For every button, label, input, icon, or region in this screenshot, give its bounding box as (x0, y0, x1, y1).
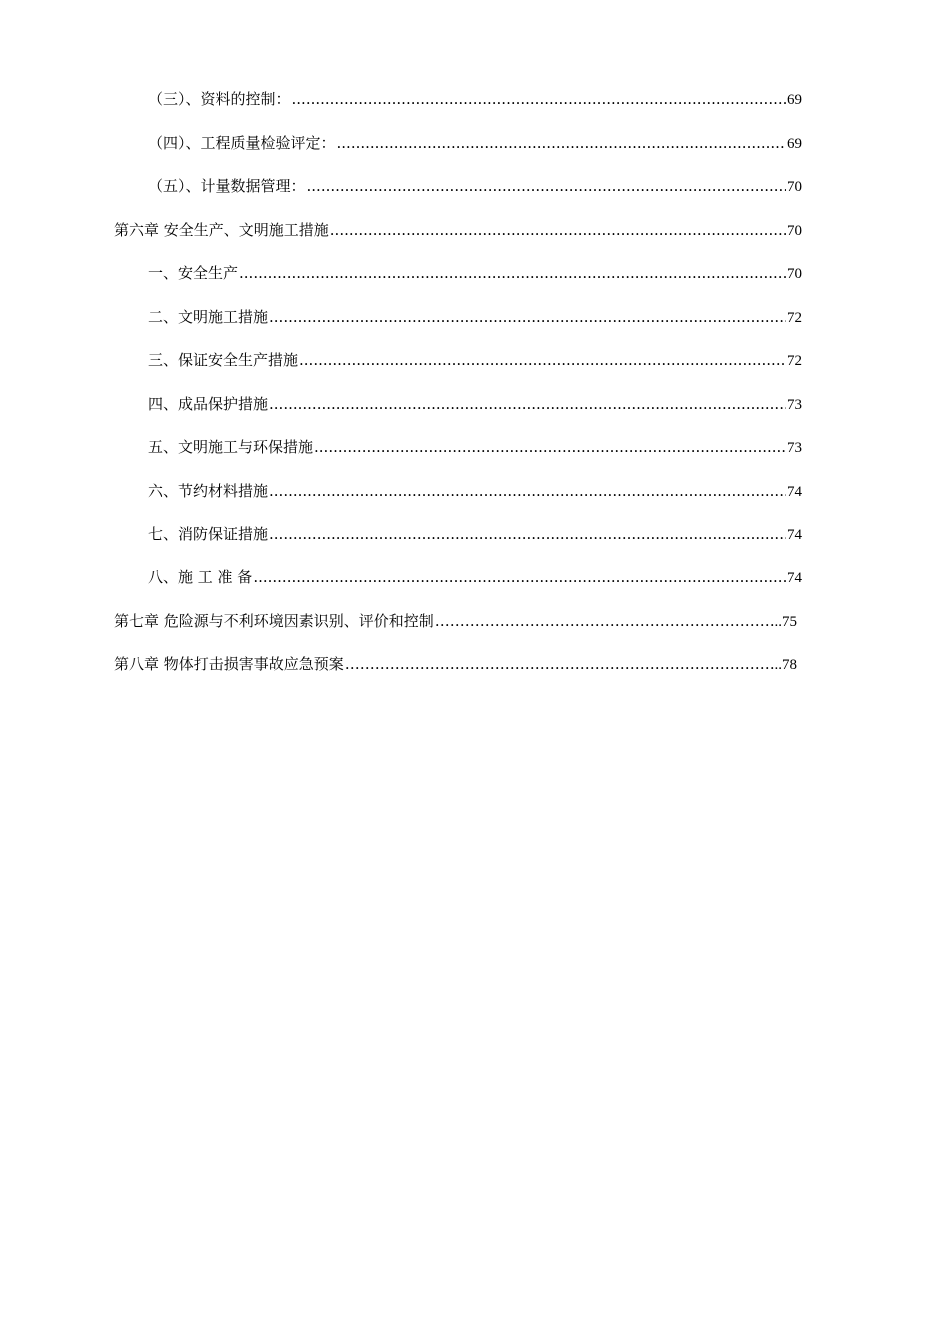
toc-entry-title: （三）、资料的控制： (148, 90, 291, 108)
toc-entry-chapter-8[interactable] (114, 652, 797, 676)
toc-entry-metrology-data[interactable] (148, 174, 802, 198)
toc-leader-dots (435, 609, 774, 633)
toc-leader-dots (269, 522, 786, 546)
toc-entry-page: 74 (787, 570, 802, 586)
toc-entry-materials-control[interactable] (148, 87, 802, 111)
toc-leader-dots (253, 565, 786, 589)
toc-entry-chapter-7[interactable] (114, 609, 797, 633)
toc-entry-title: 二、文明施工措施 (148, 308, 269, 326)
toc-entry-page: 69 (787, 92, 802, 108)
toc-entry-title: 七、消防保证措施 (148, 525, 269, 543)
toc-leader-dots (292, 87, 786, 111)
toc-leader-dots (345, 652, 774, 676)
toc-entry-title: 四、成品保护措施 (148, 395, 269, 413)
toc-entry-title: （四）、工程质量检验评定： (148, 134, 336, 152)
toc-entry-title: 第七章 危险源与不利环境因素识别、评价和控制 (114, 612, 434, 630)
toc-entry-construction-preparation[interactable] (148, 565, 802, 589)
toc-entry-page: 70 (787, 179, 802, 195)
toc-entry-safety-assurance[interactable] (148, 348, 802, 372)
toc-entry-page: 73 (787, 397, 802, 413)
toc-entry-page: 74 (787, 484, 802, 500)
toc-leader-dots (269, 479, 786, 503)
toc-leader-dots (337, 131, 786, 155)
toc-entry-page: 70 (787, 266, 802, 282)
toc-entry-material-saving[interactable] (148, 479, 802, 503)
toc-leader-dots (299, 348, 786, 372)
toc-leader-dots (239, 261, 786, 285)
toc-entry-title: 第八章 物体打击损害事故应急预案 (114, 655, 344, 673)
toc-entry-page: 73 (787, 440, 802, 456)
toc-leader-dots (307, 174, 786, 198)
toc-entry-title: 八、施 工 准 备 (148, 568, 253, 586)
toc-entry-quality-inspection[interactable] (148, 131, 802, 155)
toc-leader-dots (269, 392, 786, 416)
toc-entry-safe-production[interactable] (148, 261, 802, 285)
toc-entry-page: 72 (787, 310, 802, 326)
toc-entry-page: 72 (787, 353, 802, 369)
toc-entry-page: ..75 (774, 614, 797, 630)
toc-entry-title: 六、节约材料措施 (148, 482, 269, 500)
toc-leader-dots (314, 435, 786, 459)
toc-entry-title: 五、文明施工与环保措施 (148, 438, 314, 456)
toc-entry-page: 69 (787, 136, 802, 152)
toc-entry-title: （五）、计量数据管理： (148, 177, 306, 195)
toc-entry-chapter-6[interactable] (114, 218, 802, 242)
toc-entry-product-protection[interactable] (148, 392, 802, 416)
toc-entry-title: 一、安全生产 (148, 264, 239, 282)
toc-entry-page: ..78 (774, 657, 797, 673)
toc-entry-environmental-protection[interactable] (148, 435, 802, 459)
toc-entry-fire-protection[interactable] (148, 522, 802, 546)
toc-entry-title: 第六章 安全生产、文明施工措施 (114, 221, 329, 239)
toc-entry-page: 74 (787, 527, 802, 543)
toc-entry-page: 70 (787, 223, 802, 239)
toc-entry-civilized-construction[interactable] (148, 305, 802, 329)
toc-entry-title: 三、保证安全生产措施 (148, 351, 299, 369)
toc-leader-dots (269, 305, 786, 329)
toc-leader-dots (330, 218, 786, 242)
